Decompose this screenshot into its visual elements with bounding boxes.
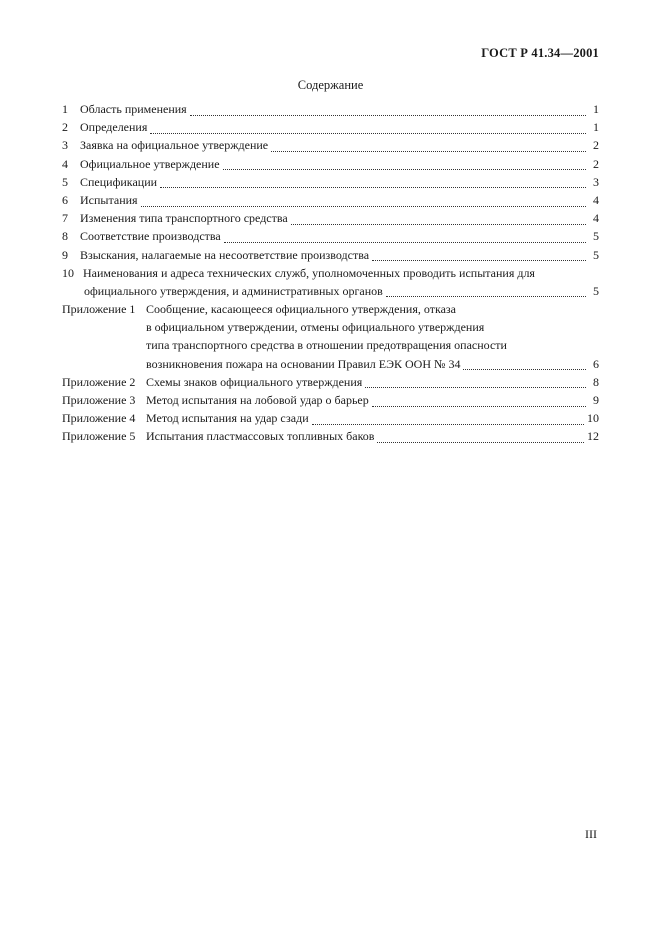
toc-page-number: 8 <box>593 374 599 389</box>
toc-entry-text: Соответствие производства <box>80 229 221 244</box>
toc-page-number: 10 <box>587 411 599 426</box>
toc-appendix-1-line3: типа транспортного средства в отношении предотвращения опасности <box>146 338 507 353</box>
toc-entry-number: 4 <box>62 156 68 171</box>
toc-page-number: 1 <box>593 102 599 116</box>
toc-entry-label <box>62 173 157 191</box>
toc-entry-label <box>62 373 362 391</box>
toc-entry-text: Изменения типа транспортного средства <box>80 211 288 226</box>
toc-appendix-1-line2: в официальном утверждении, отмены официального утверждения <box>146 320 485 335</box>
leader-dots <box>312 418 584 425</box>
toc-title: Содержание <box>297 78 364 92</box>
toc-entry-number: 1 <box>62 102 68 116</box>
toc-entry-text: Определения <box>80 120 148 135</box>
toc-page-number: 5 <box>593 283 599 298</box>
appendix-label: Приложение 4 <box>62 411 136 426</box>
toc-entry[interactable] <box>62 155 599 173</box>
toc-entry[interactable] <box>62 227 599 245</box>
toc-entry-text: Наименования и адреса технических служб, уполномоченных проводить испытания для <box>83 265 535 280</box>
toc-entry[interactable] <box>62 136 599 154</box>
toc-entries <box>62 100 599 264</box>
leader-dots <box>372 400 586 407</box>
appendix-label: Приложение 2 <box>62 374 136 389</box>
toc-entry-number: 6 <box>62 192 68 207</box>
toc-appendix-1-line4[interactable] <box>62 355 599 373</box>
toc-page-number: 9 <box>593 393 599 407</box>
toc-entry[interactable] <box>62 191 599 209</box>
document-code: ГОСТ Р 41.34—2001 <box>481 46 599 60</box>
leader-dots <box>190 109 586 116</box>
toc-entry-label <box>62 427 374 445</box>
toc-entry-label <box>62 209 288 227</box>
toc-page-number: 1 <box>593 120 599 135</box>
toc-appendix[interactable] <box>62 427 599 445</box>
toc-entry-10-line2[interactable] <box>62 282 599 300</box>
toc-entry-text: Область применения <box>80 102 187 116</box>
toc-entry-text: Испытания <box>80 192 138 207</box>
toc-page-number: 3 <box>593 174 599 189</box>
toc-appendices <box>62 373 599 446</box>
toc-entry-label <box>62 227 221 245</box>
toc-entry-text: Испытания пластмассовых топливных баков <box>146 429 375 444</box>
toc-entry-10-line1[interactable] <box>62 264 599 282</box>
toc-entry-text: возникновения пожара на основании Правил ЕЭК ООН № 34 <box>146 356 461 371</box>
toc-entry-text: Спецификации <box>80 174 158 189</box>
toc-entry-label <box>62 391 369 409</box>
toc-appendix-1-line1[interactable] <box>62 300 599 318</box>
leader-dots <box>160 181 586 188</box>
toc-entry-text: Сообщение, касающееся официального утверждения, отказа <box>146 302 456 317</box>
table-of-contents <box>62 100 599 446</box>
leader-dots <box>372 254 586 261</box>
leader-dots <box>141 200 586 207</box>
toc-page-number: 5 <box>593 229 599 244</box>
toc-page-number: 4 <box>593 192 599 207</box>
leader-dots <box>463 363 586 370</box>
toc-entry[interactable] <box>62 118 599 136</box>
leader-dots <box>224 236 586 243</box>
toc-entry-number: 3 <box>62 138 68 153</box>
toc-page-number: 6 <box>593 356 599 371</box>
toc-entry-text: Официальное утверждение <box>80 156 220 171</box>
leader-dots <box>291 218 586 225</box>
leader-dots <box>377 436 584 443</box>
toc-entry-number: 5 <box>62 174 68 189</box>
toc-entry[interactable] <box>62 209 599 227</box>
toc-entry-label <box>62 246 369 264</box>
toc-entry-number: 7 <box>62 211 68 226</box>
leader-dots <box>150 127 586 134</box>
toc-appendix[interactable] <box>62 409 599 427</box>
toc-entry-number: 8 <box>62 229 68 244</box>
toc-entry[interactable] <box>62 100 599 118</box>
toc-page-number: 2 <box>593 156 599 171</box>
toc-appendix[interactable] <box>62 373 599 391</box>
toc-entry-label <box>62 155 220 173</box>
toc-page-number: 12 <box>587 429 599 444</box>
toc-appendix[interactable] <box>62 391 599 409</box>
toc-entry[interactable] <box>62 173 599 191</box>
toc-entry-text: официального утверждения, и административных органов <box>84 283 383 298</box>
toc-entry-text: Метод испытания на лобовой удар о барьер <box>146 393 369 407</box>
toc-entry-label <box>62 136 268 154</box>
toc-page-number: 2 <box>593 138 599 153</box>
toc-entry[interactable] <box>62 246 599 264</box>
toc-entry-text: Взыскания, налагаемые на несоответствие производства <box>80 247 370 262</box>
toc-entry-label <box>62 191 138 209</box>
appendix-label: Приложение 3 <box>62 393 136 407</box>
leader-dots <box>271 145 586 152</box>
toc-entry-text: Метод испытания на удар сзади <box>146 411 309 426</box>
leader-dots <box>223 163 586 170</box>
toc-entry-text: Заявка на официальное утверждение <box>80 138 269 153</box>
page-number: III <box>585 827 597 841</box>
leader-dots <box>386 290 586 297</box>
toc-entry-number: 9 <box>62 247 68 262</box>
toc-entry-number: 10 <box>62 265 74 280</box>
toc-entry-label <box>62 409 309 427</box>
appendix-label: Приложение 1 <box>62 302 136 317</box>
leader-dots <box>365 381 586 388</box>
appendix-label: Приложение 5 <box>62 429 136 444</box>
toc-page-number: 5 <box>593 247 599 262</box>
toc-entry-label <box>62 100 187 118</box>
toc-entry-number: 2 <box>62 120 68 135</box>
toc-entry-label <box>62 118 147 136</box>
toc-entry-text: Схемы знаков официального утверждения <box>146 374 363 389</box>
toc-page-number: 4 <box>593 211 599 226</box>
